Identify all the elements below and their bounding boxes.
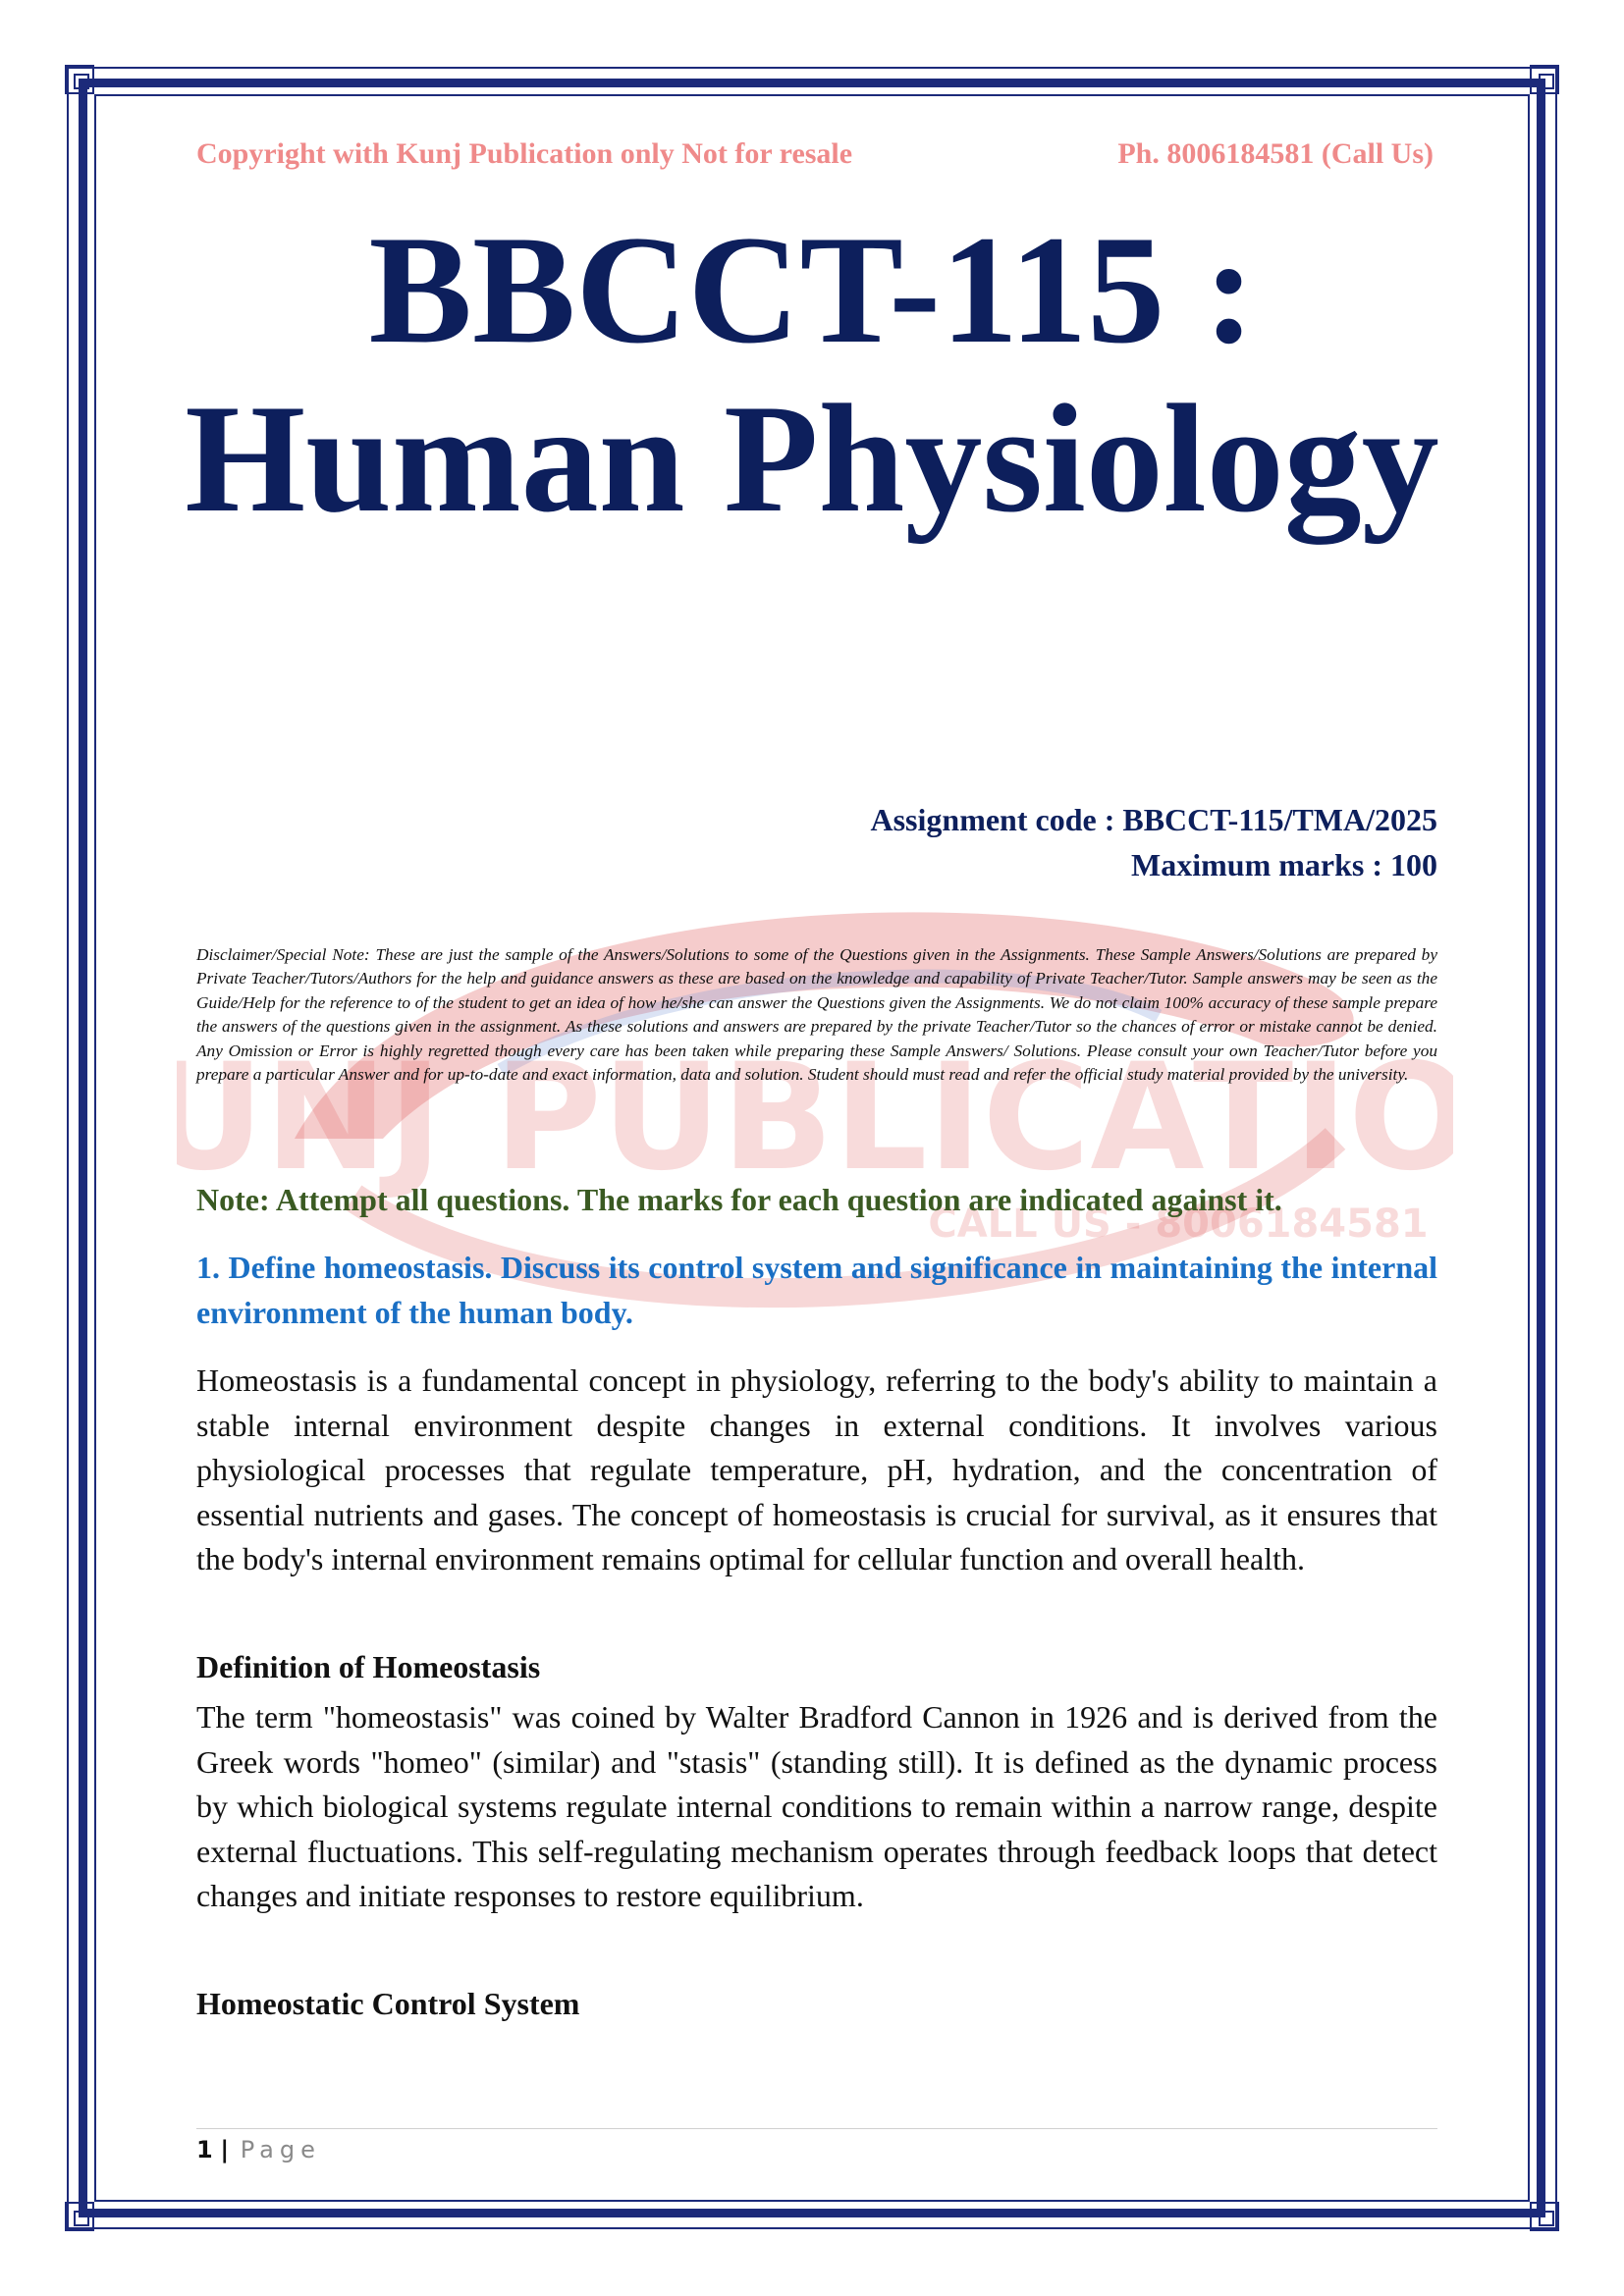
- section-heading-control-system: Homeostatic Control System: [196, 1986, 580, 2021]
- footer-separator: |: [220, 2136, 230, 2163]
- corner-ornament-bottom-left: [65, 2202, 94, 2231]
- corner-ornament-top-left: [65, 65, 94, 94]
- corner-ornament-bottom-right: [1530, 2202, 1559, 2231]
- answer-paragraph-2: The term "homeostasis" was coined by Walter Bradford Cannon in 1926 and is derived from the Greek words "homeo" (similar) and "stasis" (standing still). It is defined as the dynamic process by which biological systems regulate internal conditions to remain within a narrow range, despite external fluctuations. This self-regulating mechanism operates through feedback loops that detect changes and initiate responses to restore equilibrium.: [196, 1699, 1437, 1913]
- assignment-info: [870, 797, 1437, 887]
- question-1: 1. Define homeostasis. Discuss its control system and significance in maintaining the internal environment of the human body.: [196, 1250, 1437, 1330]
- corner-ornament-top-right: [1530, 65, 1559, 94]
- footer-divider: [196, 2128, 1437, 2129]
- title-line-2: Human Physiology: [185, 373, 1439, 545]
- page-footer: [196, 2136, 321, 2163]
- assignment-code: Assignment code : BBCCT-115/TMA/2025: [870, 802, 1437, 837]
- disclaimer-note: Disclaimer/Special Note: These are just the sample of the Answers/Solutions to some of the Questions given in the Assignments. These Sample Answers/Solutions are prepared by Private Teacher/Tutors/Authors for the help and guidance answers as these are based on the knowledge and capability of Private Teacher/Tutor. Sample answers may be seen as the Guide/Help for the reference to of the student to get an idea of how he/she can answer the Questions given the Assignments. We do not claim 100% accuracy of these sample prepare the answers of the questions given in the assignment. As these solutions and answers are prepared by the private Teacher/Tutor so the chances of error or mistake cannot be denied. Any Omission or Error is highly regretted though every care has been taken while preparing these Sample Answers/ Solutions. Please consult your own Teacher/Tutor before you prepare a particular Answer and for up-to-date and exact information, data and solution. Student should must read and refer the official study material provided by the university.: [196, 945, 1437, 1085]
- page-label: Page: [240, 2136, 321, 2163]
- section-heading-definition: Definition of Homeostasis: [196, 1649, 541, 1684]
- watermark-brand-text: UNJ PUBLICATIO: [177, 1033, 1453, 1203]
- copyright-header: [196, 137, 1434, 171]
- watermark-call-text: CALL US - 8006184581: [928, 1201, 1429, 1247]
- answer-paragraph-1: Homeostasis is a fundamental concept in physiology, referring to the body's ability to maintain a stable internal environment despite changes in external conditions. It involves various physiological processes that regulate temperature, pH, hydration, and the concentration of essential nutrients and gases. The concept of homeostasis is crucial for survival, as it ensures that the body's internal environment remains optimal for cellular function and overall health.: [196, 1362, 1437, 1576]
- page-number: 1: [196, 2136, 213, 2163]
- document-title: [147, 206, 1477, 544]
- phone-text: Ph. 8006184581 (Call Us): [1117, 137, 1434, 170]
- copyright-text: Copyright with Kunj Publication only Not for resale: [196, 137, 853, 170]
- title-line-1: BBCCT-115 :: [368, 204, 1256, 376]
- instructions-note: Note: Attempt all questions. The marks for each question are indicated against it.: [196, 1182, 1282, 1217]
- maximum-marks: Maximum marks : 100: [1131, 847, 1437, 882]
